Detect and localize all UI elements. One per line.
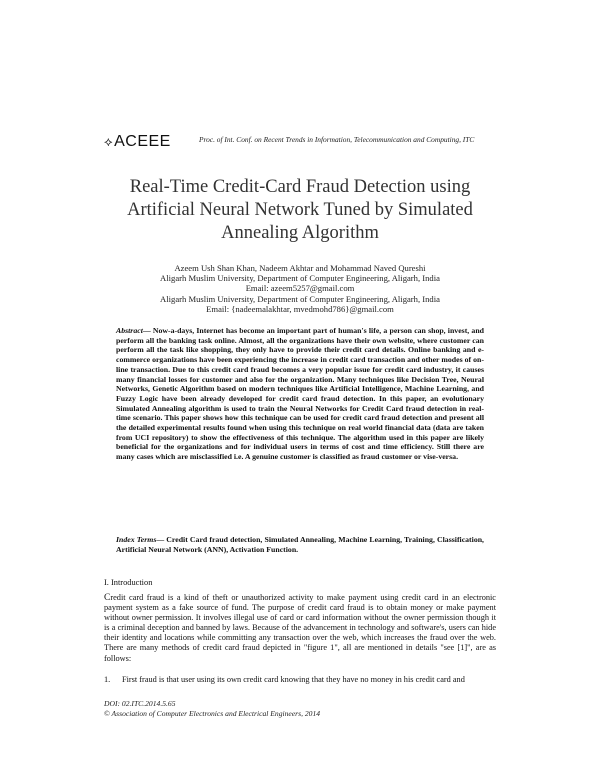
title-line-2: Artificial Neural Network Tuned by Simulated — [127, 200, 473, 220]
copyright: © Association of Computer Electronics and Electrical Engineers, 2014 — [104, 708, 321, 718]
aceee-logo — [104, 133, 171, 151]
index-terms — [116, 535, 484, 554]
doi: DOI: 02.ITC.2014.5.65 — [104, 699, 176, 708]
page-header — [104, 133, 524, 153]
affiliation-2: Aligarh Muslim University, Department of Computer Engineering, Aligarh, India — [160, 293, 440, 304]
logo-text: ACEEE — [114, 133, 171, 150]
list-text: First fraud is that user using its own credit card knowing that they have no money in his credit card and — [122, 675, 465, 684]
intro-paragraph — [104, 593, 496, 664]
intro-text: redit card fraud is a kind of theft or unauthorized activity to make payment using credit card in an electronic payment system as a fake source of fund. The purpose of credit card fraud is to obtain money or make payment without owner permission. It involves illegal use of card or card information without the owner permission though it is a criminal deception and banned by laws. Because of the advancement in technology and software's, users can hide their identity and locations while committing any transaction over the web, which increases the fraud over the web. There are many methods of credit card fraud depicted in "figure 1", all are mentioned in details "see [1]", are as follows: — [104, 593, 496, 663]
page-footer — [104, 699, 320, 718]
abstract-label: Abstract — [116, 326, 143, 335]
author-block — [100, 263, 500, 314]
email-1: Email: azeem5257@gmail.com — [245, 283, 355, 294]
list-item — [104, 675, 504, 684]
paper-title — [80, 176, 520, 245]
drop-cap: C — [104, 593, 111, 603]
aceee-logo-icon: ⟡ — [104, 134, 114, 149]
author-names: Azeem Ush Shan Khan, Nadeem Akhtar and Mohammad Naved Qureshi — [174, 263, 426, 273]
journal-citation: Proc. of Int. Conf. on Recent Trends in Information, Telecommunication and Computing, ITC — [199, 135, 475, 144]
title-line-3: Annealing Algorithm — [221, 223, 379, 243]
section-heading: I. Introduction — [104, 578, 153, 587]
title-line-1: Real-Time Credit-Card Fraud Detection using — [129, 177, 471, 197]
affiliation-1: Aligarh Muslim University, Department of Computer Engineering, Aligarh, India — [160, 273, 440, 284]
list-number: 1. — [104, 675, 111, 684]
index-terms-text: — Credit Card fraud detection, Simulated Annealing, Machine Learning, Training, Classification, Artificial Neural Network (ANN), Activation Function. — [116, 535, 485, 554]
email-2: Email: {nadeemalakhtar, mvedmohd786}@gmail.com — [206, 303, 394, 314]
index-terms-label: Index Terms — [116, 535, 157, 544]
abstract — [116, 326, 484, 462]
abstract-text: — Now-a-days, Internet has become an important part of human's life, a person can shop, invest, and perform all the banking task online. Almost, all the organizations have their own website, where customer can perform all the task like shopping, they only have to provide their credit card details. Online banking and e-commerce organizations have been experiencing the increase in credit card transaction and other modes of on-line transaction. Due to this credit card fraud becomes a very popular issue for credit card industry, it causes many financial losses for customer and also for the organization. Many techniques like Decision Tree, Neural Networks, Genetic Algorithm based on modern techniques like Artificial Intelligence, Machine Learning, and Fuzzy Logic have been already developed for credit card fraud detection. In this paper, an evolutionary Simulated Annealing algorithm is used to train the Neural Networks for Credit Card fraud detection in real-time scenario. This paper shows how this technique can be used for credit card fraud detection and present all the detailed experimental results found when using this technique on real world financial data (data are taken from UCI repository) to show the effectiveness of this technique. The algorithm used in this paper are likely beneficial for the organizations and for individual users in terms of cost and time efficiency. Still there are many cases which are misclassified i.e. A genuine customer is classified as fraud customer or vise-versa. — [116, 326, 484, 462]
